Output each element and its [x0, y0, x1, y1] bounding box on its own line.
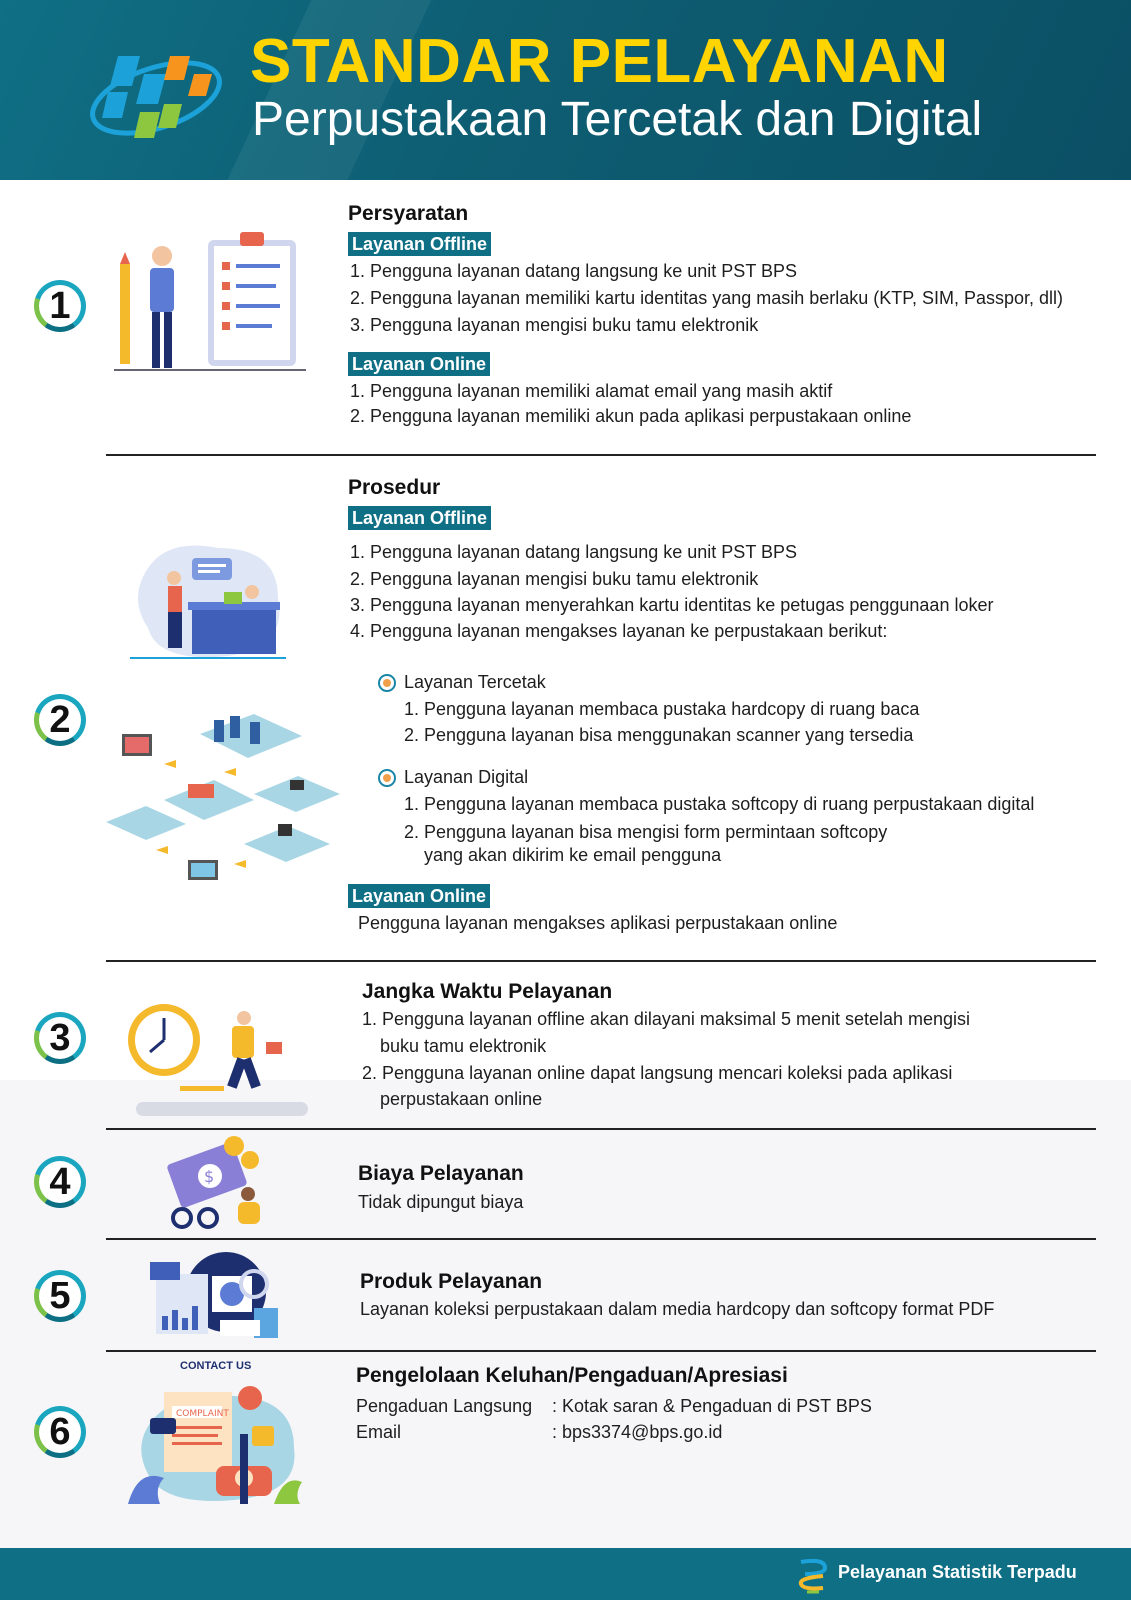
contact-us-label: CONTACT US	[180, 1360, 252, 1372]
svg-text:$: $	[204, 1167, 215, 1186]
procedure-online-label: Layanan Online	[348, 884, 490, 908]
requirements-online-item: 2. Pengguna layanan memiliki akun pada aplikasi perpustakaan online	[350, 406, 912, 426]
product-illustration-icon	[150, 1246, 286, 1342]
complaint-row-label: Email	[356, 1422, 402, 1442]
requirements-illustration-icon	[110, 228, 310, 378]
digital-service-label: Layanan Digital	[404, 767, 529, 787]
printed-service-item: 1. Pengguna layanan membaca pustaka hardcopy di ruang baca	[404, 699, 920, 719]
service-desk-illustration-icon	[128, 538, 288, 668]
section-number-5: 5	[34, 1270, 86, 1322]
complaint-row-label: Pengaduan Langsung	[356, 1396, 533, 1416]
procedure-title: Prosedur	[348, 476, 441, 499]
pst-logo-icon	[795, 1556, 831, 1594]
requirements-online-item: 1. Pengguna layanan memiliki alamat email yang masih aktif	[350, 381, 833, 401]
section-divider	[106, 1238, 1096, 1240]
section-number-4: 4	[34, 1156, 86, 1208]
duration-item: 2. Pengguna layanan online dapat langsung mencari koleksi pada aplikasi	[362, 1063, 953, 1083]
duration-item: buku tamu elektronik	[380, 1036, 547, 1056]
library-flow-illustration-icon	[104, 714, 340, 896]
printed-service-item: 2. Pengguna layanan bisa menggunakan scanner yang tersedia	[404, 725, 914, 745]
procedure-offline-label: Layanan Offline	[348, 506, 491, 530]
page-title: STANDAR PELAYANAN	[250, 27, 949, 96]
section-divider	[106, 960, 1096, 962]
printed-service-label: Layanan Tercetak	[404, 672, 546, 692]
procedure-offline-item: 2. Pengguna layanan mengisi buku tamu elektronik	[350, 569, 759, 589]
duration-title: Jangka Waktu Pelayanan	[362, 980, 613, 1003]
digital-service-item: 2. Pengguna layanan bisa mengisi form permintaan softcopy	[404, 822, 888, 842]
email-link[interactable]: : bps3374@bps.go.id	[552, 1422, 723, 1442]
requirements-title: Persyaratan	[348, 202, 469, 225]
svg-text:COMPLAINT: COMPLAINT	[176, 1409, 229, 1419]
section-number-1: 1	[34, 280, 86, 332]
fee-text: Tidak dipungut biaya	[358, 1192, 524, 1212]
section-number-3: 3	[34, 1012, 86, 1064]
procedure-online-text: Pengguna layanan mengakses aplikasi perpustakaan online	[358, 913, 838, 933]
bps-logo-icon	[78, 34, 228, 154]
fee-illustration-icon	[162, 1132, 274, 1232]
bullet-icon	[378, 674, 396, 692]
fee-title: Biaya Pelayanan	[358, 1162, 524, 1185]
complaint-title: Pengelolaan Keluhan/Pengaduan/Apresiasi	[356, 1364, 788, 1387]
duration-item: 1. Pengguna layanan offline akan dilayani maksimal 5 menit setelah mengisi	[362, 1009, 971, 1029]
requirements-offline-label: Layanan Offline	[348, 232, 491, 256]
footer-text: Pelayanan Statistik Terpadu	[838, 1562, 1077, 1582]
section-divider	[106, 1128, 1096, 1130]
procedure-offline-item: 3. Pengguna layanan menyerahkan kartu identitas ke petugas penggunaan loker	[350, 595, 994, 615]
section-divider	[106, 454, 1096, 456]
bullet-icon	[378, 769, 396, 787]
header-banner	[0, 0, 1131, 180]
requirements-offline-item: 3. Pengguna layanan mengisi buku tamu elektronik	[350, 315, 759, 335]
complaint-illustration-icon	[124, 1378, 306, 1508]
product-title: Produk Pelayanan	[360, 1270, 543, 1293]
section-divider	[106, 1350, 1096, 1352]
requirements-offline-item: 1. Pengguna layanan datang langsung ke unit PST BPS	[350, 261, 798, 281]
product-text: Layanan koleksi perpustakaan dalam media hardcopy dan softcopy format PDF	[360, 1299, 995, 1319]
requirements-offline-item: 2. Pengguna layanan memiliki kartu identitas yang masih berlaku (KTP, SIM, Passpor, dll)	[350, 288, 1064, 308]
complaint-row-value: : Kotak saran & Pengaduan di PST BPS	[552, 1396, 872, 1416]
requirements-online-label: Layanan Online	[348, 352, 490, 376]
section-number-2: 2	[34, 694, 86, 746]
procedure-offline-item: 4. Pengguna layanan mengakses layanan ke perpustakaan berikut:	[350, 621, 888, 641]
digital-service-item: 1. Pengguna layanan membaca pustaka softcopy di ruang perpustakaan digital	[404, 794, 1035, 814]
procedure-offline-item: 1. Pengguna layanan datang langsung ke unit PST BPS	[350, 542, 798, 562]
footer-bar	[0, 1548, 1131, 1600]
time-illustration-icon	[120, 998, 320, 1122]
section-number-6: 6	[34, 1406, 86, 1458]
page-subtitle: Perpustakaan Tercetak dan Digital	[252, 93, 983, 146]
duration-item: perpustakaan online	[380, 1089, 543, 1109]
digital-service-item: yang akan dikirim ke email pengguna	[424, 845, 722, 865]
